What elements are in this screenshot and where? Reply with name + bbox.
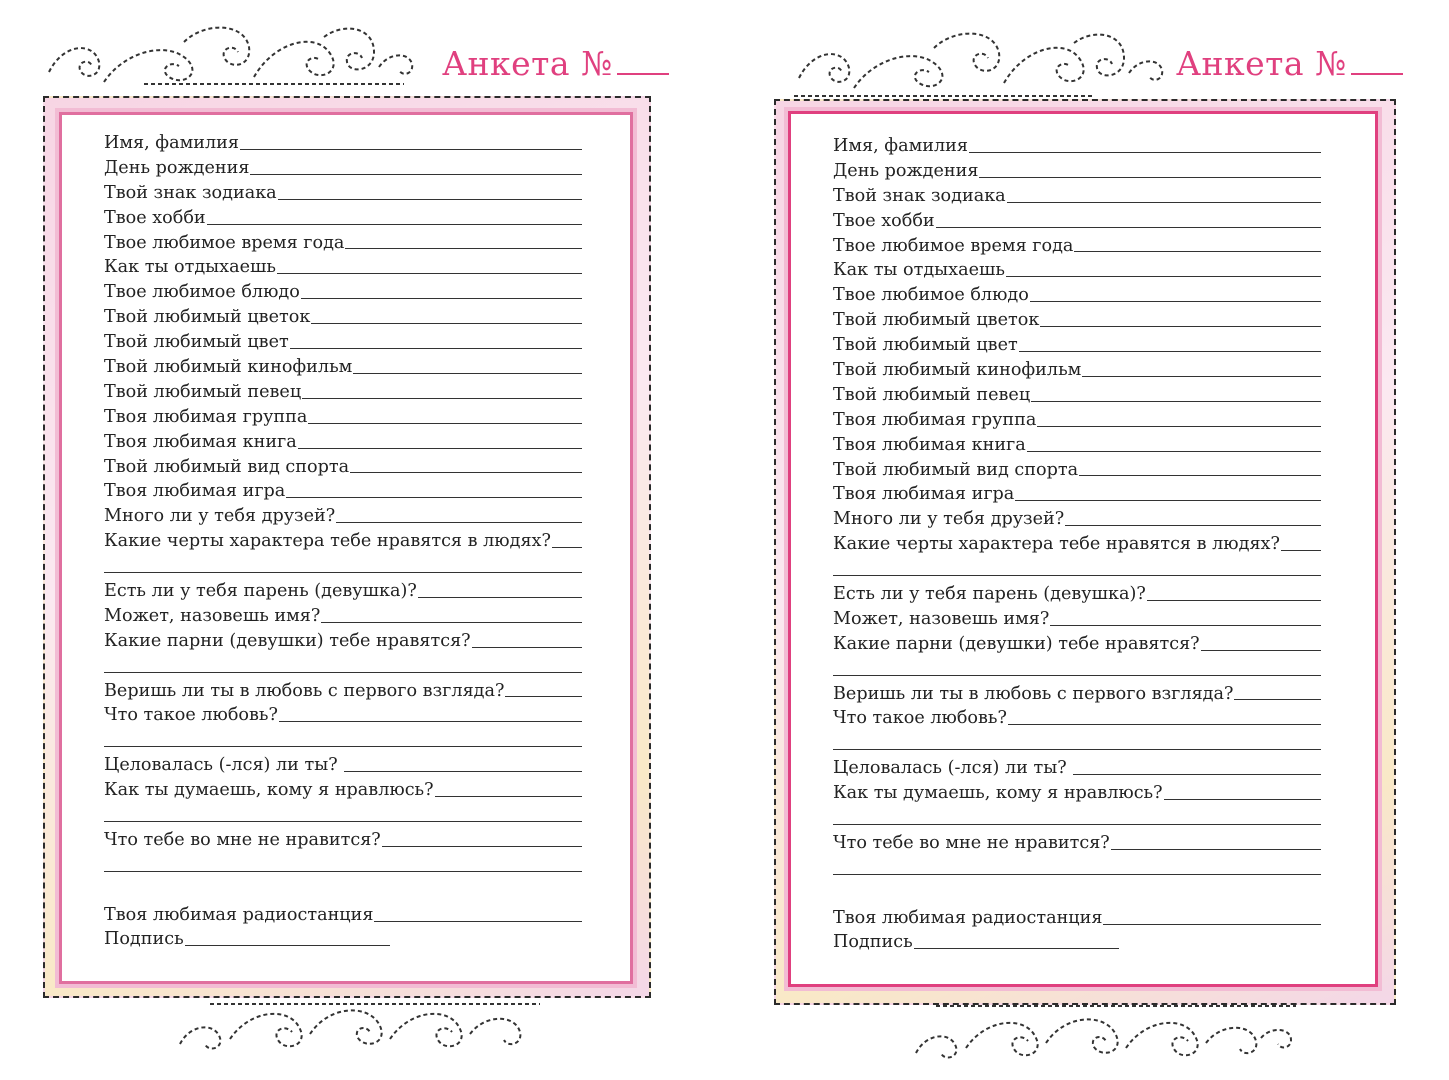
page-title-text: Анкета №	[442, 44, 613, 83]
field-rest[interactable]: Как ты отдыхаешь	[833, 258, 1321, 283]
field-color[interactable]: Твой любимый цвет	[833, 333, 1321, 358]
field-blank-line[interactable]	[833, 731, 1321, 756]
spacer	[833, 881, 1321, 906]
field-band[interactable]: Твоя любимая группа	[833, 408, 1321, 433]
form-panel	[59, 112, 633, 984]
field-blank-line[interactable]	[104, 554, 582, 579]
field-dish[interactable]: Твое любимое блюдо	[104, 280, 582, 305]
field-book[interactable]: Твоя любимая книга	[833, 433, 1321, 458]
field-kissed[interactable]: Целовалась (-лся) ли ты?	[833, 756, 1321, 781]
field-friends[interactable]: Много ли у тебя друзей?	[104, 504, 582, 529]
field-blank-line[interactable]	[104, 853, 582, 878]
spacer	[104, 878, 582, 903]
field-flower[interactable]: Твой любимый цветок	[104, 305, 582, 330]
swirl-ornament-icon	[170, 994, 550, 1056]
field-birthday[interactable]: День рождения	[104, 156, 582, 181]
field-book[interactable]: Твоя любимая книга	[104, 430, 582, 455]
field-blank-line[interactable]	[104, 803, 582, 828]
field-season[interactable]: Твое любимое время года	[104, 231, 582, 256]
field-zodiac[interactable]: Твой знак зодиака	[104, 181, 582, 206]
field-singer[interactable]: Твой любимый певец	[104, 380, 582, 405]
field-flower[interactable]: Твой любимый цветок	[833, 308, 1321, 333]
field-blank-line[interactable]	[833, 856, 1321, 881]
field-blank-line[interactable]	[104, 728, 582, 753]
field-zodiac[interactable]: Твой знак зодиака	[833, 184, 1321, 209]
field-singer[interactable]: Твой любимый певец	[833, 383, 1321, 408]
page-frame	[774, 99, 1396, 1005]
swirl-ornament-icon	[906, 998, 1306, 1064]
field-movie[interactable]: Твой любимый кинофильм	[833, 358, 1321, 383]
field-blank-line[interactable]	[104, 654, 582, 679]
field-season[interactable]: Твое любимое время года	[833, 234, 1321, 259]
field-dislikes[interactable]: Что тебе во мне не нравится?	[833, 831, 1321, 856]
field-hobby[interactable]: Твое хобби	[833, 209, 1321, 234]
field-sport[interactable]: Твой любимый вид спорта	[104, 455, 582, 480]
field-radio[interactable]: Твоя любимая радиостанция	[833, 906, 1321, 931]
field-who-likes-me[interactable]: Как ты думаешь, кому я нравлюсь?	[833, 781, 1321, 806]
field-signature[interactable]: Подпись	[833, 931, 1321, 956]
field-who-likes-me[interactable]: Как ты думаешь, кому я нравлюсь?	[104, 778, 582, 803]
questionnaire-page-left	[0, 0, 720, 1080]
field-partner[interactable]: Есть ли у тебя парень (девушка)?	[833, 582, 1321, 607]
field-movie[interactable]: Твой любимый кинофильм	[104, 355, 582, 380]
field-partner-name[interactable]: Может, назовешь имя?	[104, 604, 582, 629]
field-dislikes[interactable]: Что тебе во мне не нравится?	[104, 828, 582, 853]
field-birthday[interactable]: День рождения	[833, 159, 1321, 184]
page-title	[442, 44, 669, 83]
field-traits[interactable]: Какие черты характера тебе нравятся в людях?	[833, 532, 1321, 557]
questionnaire-form	[833, 134, 1321, 955]
field-dish[interactable]: Твое любимое блюдо	[833, 283, 1321, 308]
field-name[interactable]: Имя, фамилия	[104, 131, 582, 156]
field-liked-people[interactable]: Какие парни (девушки) тебе нравятся?	[104, 629, 582, 654]
field-name[interactable]: Имя, фамилия	[833, 134, 1321, 159]
field-radio[interactable]: Твоя любимая радиостанция	[104, 903, 582, 928]
field-partner[interactable]: Есть ли у тебя парень (девушка)?	[104, 579, 582, 604]
swirl-ornament-icon	[44, 22, 424, 92]
field-love-first-sight[interactable]: Веришь ли ты в любовь с первого взгляда?	[833, 682, 1321, 707]
page-frame	[43, 96, 651, 998]
field-liked-people[interactable]: Какие парни (девушки) тебе нравятся?	[833, 632, 1321, 657]
field-color[interactable]: Твой любимый цвет	[104, 330, 582, 355]
questionnaire-form	[104, 131, 582, 952]
field-game[interactable]: Твоя любимая игра	[833, 482, 1321, 507]
page-title	[1176, 44, 1403, 83]
swirl-ornament-icon	[794, 26, 1174, 98]
number-blank-line[interactable]	[1351, 51, 1403, 75]
field-love-first-sight[interactable]: Веришь ли ты в любовь с первого взгляда?	[104, 679, 582, 704]
field-sport[interactable]: Твой любимый вид спорта	[833, 458, 1321, 483]
field-what-is-love[interactable]: Что такое любовь?	[104, 703, 582, 728]
field-what-is-love[interactable]: Что такое любовь?	[833, 706, 1321, 731]
field-blank-line[interactable]	[833, 806, 1321, 831]
field-blank-line[interactable]	[833, 657, 1321, 682]
field-rest[interactable]: Как ты отдыхаешь	[104, 255, 582, 280]
field-band[interactable]: Твоя любимая группа	[104, 405, 582, 430]
field-traits[interactable]: Какие черты характера тебе нравятся в людях?	[104, 529, 582, 554]
form-panel	[788, 111, 1378, 987]
field-blank-line[interactable]	[833, 557, 1321, 582]
questionnaire-page-right	[728, 0, 1449, 1080]
page-title-text: Анкета №	[1176, 44, 1347, 83]
field-kissed[interactable]: Целовалась (-лся) ли ты?	[104, 753, 582, 778]
field-game[interactable]: Твоя любимая игра	[104, 479, 582, 504]
field-signature[interactable]: Подпись	[104, 928, 582, 953]
field-hobby[interactable]: Твое хобби	[104, 206, 582, 231]
field-friends[interactable]: Много ли у тебя друзей?	[833, 507, 1321, 532]
field-partner-name[interactable]: Может, назовешь имя?	[833, 607, 1321, 632]
number-blank-line[interactable]	[617, 51, 669, 75]
